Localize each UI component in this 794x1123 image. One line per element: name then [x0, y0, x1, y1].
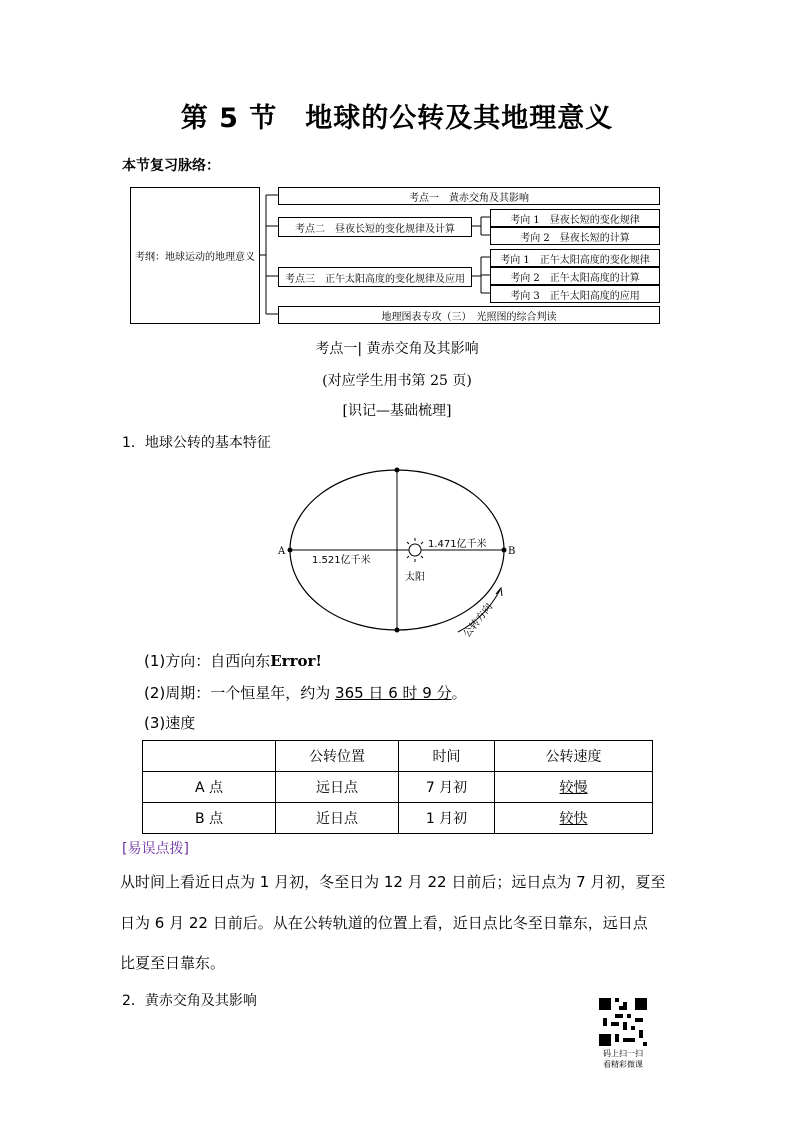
speed-value: 较慢 [559, 780, 588, 796]
item-2-heading: 2．黄赤交角及其影响 [122, 993, 257, 1009]
page-title: 第 5 节 地球的公转及其地理意义 [180, 103, 614, 134]
orbit-diagram [270, 460, 530, 650]
label-dist-a: 1.521亿千米 [312, 555, 371, 566]
outline-special: 地理图表专攻（三） 光照图的综合判读 [278, 306, 660, 324]
speed-value: 较快 [559, 811, 588, 827]
table-cell: 7 月初 [399, 772, 495, 803]
section-tag: [识记—基础梳理] [342, 403, 452, 419]
tip-line: 从时间上看近日点为 1 月初，冬至日为 12 月 22 日前后；远日点为 7 月初，夏至 [120, 873, 666, 891]
outline-kp2-dir1: 考向 1 昼夜长短的变化规律 [490, 209, 660, 227]
item-1-heading: 1．地球公转的基本特征 [122, 435, 271, 451]
point-a [288, 548, 293, 553]
table-cell: 近日点 [276, 803, 399, 834]
table-row [143, 772, 653, 803]
label-dist-b: 1.471亿千米 [428, 539, 487, 550]
speed-label: (3)速度 [144, 714, 196, 732]
table-cell: 1 月初 [399, 803, 495, 834]
direction-line [144, 650, 322, 671]
table-cell: 远日点 [276, 772, 399, 803]
period-suffix: 。 [451, 684, 467, 702]
label-direction: 公转方向 [461, 601, 495, 640]
qr-caption: 看精彩微课 [603, 1060, 643, 1069]
table-cell: A 点 [143, 772, 276, 803]
review-label: 本节复习脉络： [122, 158, 220, 174]
qr-caption: 码上扫一扫 [603, 1049, 643, 1058]
outline-root: 考纲：地球运动的地理意义 [130, 187, 260, 324]
outline-kp2: 考点二 昼夜长短的变化规律及计算 [278, 217, 472, 237]
qr-code-icon[interactable] [599, 998, 647, 1046]
tip-label: [易误点拨] [122, 841, 189, 857]
speed-table [142, 740, 653, 834]
period-prefix: (2)周期：一个恒星年，约为 [144, 684, 336, 702]
table-cell: B 点 [143, 803, 276, 834]
outline-kp3-dir3: 考向 3 正午太阳高度的应用 [490, 285, 660, 303]
label-sun: 太阳 [405, 572, 425, 583]
table-header: 时间 [399, 741, 495, 772]
outline-kp2-dir2: 考向 2 昼夜长短的计算 [490, 227, 660, 245]
direction-error: Error! [270, 652, 322, 670]
period-value: 365 日 6 时 9 分 [335, 684, 452, 702]
table-header [143, 741, 276, 772]
table-header: 公转位置 [276, 741, 399, 772]
tip-line: 日为 6 月 22 日前后。从在公转轨道的位置上看，近日点比冬至日靠东，远日点 [120, 914, 648, 932]
label-a: A [278, 546, 286, 557]
tip-line: 比夏至日靠东。 [120, 954, 226, 972]
outline-kp3: 考点三 正午太阳高度的变化规律及应用 [278, 267, 472, 287]
outline-kp3-dir2: 考向 2 正午太阳高度的计算 [490, 267, 660, 285]
table-header-row [143, 741, 653, 772]
section-heading: 考点一| 黄赤交角及其影响 [315, 341, 479, 357]
direction-prefix: (1)方向：自西向东 [144, 652, 271, 670]
section-page-ref: (对应学生用书第 25 页) [322, 373, 472, 389]
label-b: B [508, 546, 516, 557]
outline-kp3-dir1: 考向 1 正午太阳高度的变化规律 [490, 249, 660, 267]
table-row [143, 803, 653, 834]
outline-connectors [0, 0, 794, 340]
period-line [144, 682, 467, 703]
table-cell [495, 803, 653, 834]
table-cell [495, 772, 653, 803]
outline-kp1: 考点一 黄赤交角及其影响 [278, 187, 660, 205]
point-b [502, 548, 507, 553]
table-header: 公转速度 [495, 741, 653, 772]
